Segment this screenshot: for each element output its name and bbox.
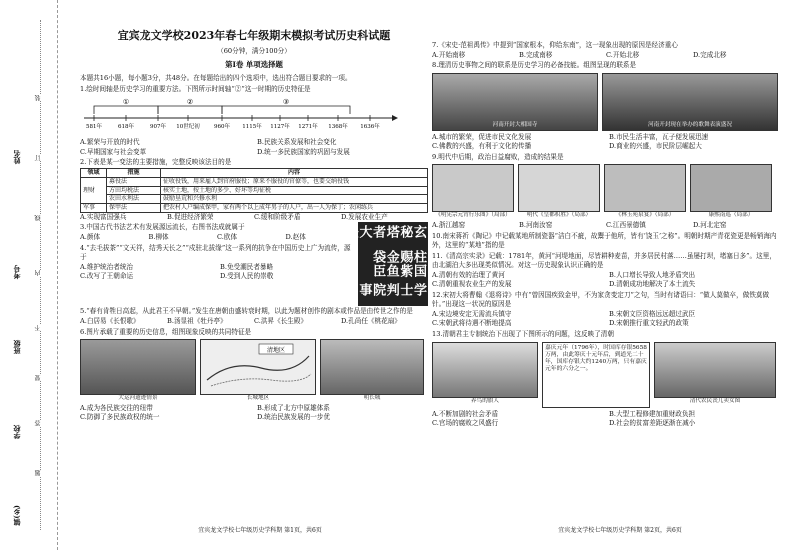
treasury-note: 嘉庆元年（1796年），时国库存银5658万两，由此筹庆十元年后，到道光二十年，国库存银大约1240万两，只有嘉庆元年的六分之一。 [542, 342, 650, 408]
seal-mark: 装 [35, 95, 42, 101]
timeline-label-3: ③ [282, 98, 290, 107]
q3-q5-text [80, 222, 354, 306]
q9-image-3 [604, 164, 686, 219]
table-row [81, 177, 428, 186]
q6-options [80, 404, 428, 423]
section-title: 第Ⅰ卷 单项选择题 [225, 60, 283, 70]
wall-photo [320, 339, 424, 395]
image-caption: 清代农民丧儿卖女图 [689, 397, 741, 404]
option-a[interactable]: A.浙江越窑 [432, 220, 466, 229]
option-a[interactable]: A.不断加剧的社会矛盾 [432, 409, 499, 418]
option-d[interactable]: D.发展农业生产 [341, 212, 388, 221]
image-caption: 大运河遗迹情景 [118, 395, 158, 402]
table-cell: 保甲法 [107, 204, 161, 213]
image-caption: 明代《皇都积胜》（局部） [526, 212, 592, 219]
timeline-tick: 1636年 [360, 124, 380, 131]
temple-photo [432, 73, 598, 131]
seal-mark: 订 [35, 155, 42, 161]
q9-options [432, 221, 780, 231]
seal-mark: 内 [35, 270, 42, 276]
timeline-label-2: ② [186, 98, 194, 107]
bannerman-photo [432, 342, 538, 398]
option-d[interactable]: D.宋朝推行重文轻武的政策 [609, 319, 689, 328]
question-8: 8.理清历史事物之间的联系是历史学习的必备技能。组图呈现的联系是 [432, 61, 637, 70]
timeline-svg [80, 96, 400, 136]
q6-image-1 [80, 339, 196, 402]
option-b[interactable]: B.完成南移 [519, 50, 553, 59]
timeline-tick: 960年 [214, 124, 230, 131]
calligraphy-line: 学士判院事 [356, 282, 426, 297]
option-a[interactable]: A.繁荣与开放的时代 [80, 138, 140, 147]
timeline-tick: 1368年 [328, 124, 348, 131]
option-a[interactable]: A.清朝有效的治理了黄河 [432, 270, 505, 279]
option-a[interactable]: A.颜体 [80, 233, 101, 242]
table-cell: 募役法 [107, 177, 161, 186]
option-d[interactable]: D.商业的兴盛，市民阶层崛起大 [609, 142, 702, 151]
option-c[interactable]: C.早期国家与社会变革 [80, 147, 147, 156]
option-d[interactable]: D.清朝成功地解决了本土流失 [609, 280, 696, 289]
option-a[interactable]: A.城市的繁荣，促进市民文化发展 [432, 132, 532, 141]
painting-2 [518, 164, 600, 212]
timeline-tick: 581年 [86, 124, 102, 131]
binding-margin [0, 0, 58, 550]
option-a[interactable]: A.白居易《长恨歌》 [80, 317, 140, 326]
timeline-figure [80, 96, 428, 136]
image-caption: 河南开封现在举办的歌舞表演盛况 [648, 121, 732, 128]
q11-options [432, 271, 780, 290]
question-5: 5.“春有肯牲日高起，从此君王不早朝。”发生在唐朝由盛转衰时期，以此为题材创作的剧本或作品是由传世之作的是 [80, 307, 413, 316]
question-9: 9.明代中后期，政治日益腐败，造成的结果是 [432, 152, 564, 161]
seal-mark: 要 [35, 375, 42, 381]
question-13: 13.清朝君主专制统治下出现了下图所示的问题，这反映了清朝 [432, 330, 614, 338]
painting-3 [604, 164, 686, 212]
q3-options [80, 233, 354, 243]
timeline-tick: 10世纪初 [176, 124, 200, 131]
option-b[interactable]: B.人口增长导致人地矛盾突出 [609, 270, 696, 279]
timeline-tick: 1271年 [298, 124, 318, 131]
peasant-painting [654, 342, 776, 398]
q13-image-1 [432, 342, 538, 408]
option-d[interactable]: D.社会的贫富差距逐渐在减小 [609, 419, 696, 428]
option-b[interactable]: B.河南汝窑 [519, 220, 553, 229]
option-d[interactable]: D.赵体 [285, 233, 306, 242]
option-d[interactable]: D.孔尚任《桃花扇》 [341, 317, 401, 326]
option-c[interactable]: C.佛教的兴盛，有利于文化的传播 [432, 142, 532, 151]
option-b[interactable]: B.柳体 [148, 233, 169, 242]
image-caption: 《明宪宗元宵行乐图》（局部） [435, 212, 511, 219]
seal-mark: 不 [35, 325, 42, 331]
table-header: 内容 [161, 168, 428, 177]
name-label: 姓名 [12, 150, 21, 164]
image-caption: 《林玉苑泉宴》（局部） [615, 212, 675, 219]
left-column [80, 28, 428, 423]
table-header: 措施 [107, 168, 161, 177]
table-header: 领域 [81, 168, 107, 177]
image-caption: 明长城 [363, 395, 381, 402]
question-2: 2.下表是某一变法的主要措施，完整反映该法目的是 [80, 158, 232, 167]
question-3: 3.中国古代书法艺术有发展源远流长，右图书法成就属于 [80, 223, 245, 232]
option-b[interactable]: B.宋朝文臣资格远远超过武臣 [609, 309, 696, 318]
option-a[interactable]: A.实现富国强兵 [80, 212, 127, 221]
q13-options [432, 410, 780, 429]
option-c[interactable]: C.缓和阶级矛盾 [254, 212, 301, 221]
seal-mark: 线 [35, 215, 42, 221]
option-a[interactable]: A.维护统治者统治 [80, 262, 134, 271]
option-b[interactable]: B.促进经济繁荣 [167, 212, 214, 221]
table-cell: 征收役钱，用来雇人到官府服役；原来不服役的官僚等，也要交纳役钱 [161, 177, 428, 186]
option-a[interactable]: A.开始南移 [432, 50, 466, 59]
q4-options [80, 263, 354, 282]
option-b[interactable]: B.大型工程修建加重财政负担 [609, 409, 696, 418]
table-cell: 军事 [81, 204, 107, 213]
question-11: 11.《清高宗实录》记载：1781年，黄河“河堤地面，尽皆耕种麦苗，并多居民村落……虽屡打坝，堵塞日多”。这里，由北湖泊大多出现类似情况。对这一历史现象认识正确的是 [432, 251, 776, 270]
table-cell: 鼓励垦荒和兴修水利 [161, 195, 428, 204]
option-c[interactable]: C.防御了多民族政权的统一 [80, 413, 160, 422]
option-c[interactable]: C.宋朝武将待遇不断地提高 [432, 319, 512, 328]
exam-subtitle: （60分钟，满分100分） [217, 46, 291, 55]
performance-photo [602, 73, 778, 131]
option-d[interactable]: D.完成北移 [693, 50, 727, 59]
painting-1 [432, 164, 514, 212]
option-d[interactable]: D.统治民族发展的一步优 [257, 413, 331, 422]
page-footer-1: 宜宾龙文学校七年级历史学科期 第1页，共6页 [198, 527, 322, 534]
table-cell: 理财 [81, 177, 107, 203]
calligraphy-line: 玄秘塔者大法 [342, 225, 426, 240]
q8-images [432, 73, 780, 131]
option-c[interactable]: C.江西景德镇 [606, 220, 646, 229]
image-caption: 养鸟的旗人 [471, 397, 499, 404]
timeline-label-1: ① [122, 98, 130, 107]
image-caption: 长城地区 [246, 395, 270, 402]
timeline-tick: 907年 [150, 124, 166, 131]
exam-number-label: 考号 [12, 265, 21, 279]
question-6: 6.图片承载了重要的历史信息，组图现象反映的共同特征是 [80, 327, 252, 336]
class-label: 班级 [12, 340, 21, 354]
q6-image-3 [320, 339, 424, 402]
q6-image-2 [200, 339, 316, 402]
table-row [81, 195, 428, 204]
q13-image-2 [654, 342, 776, 408]
calligraphy-line: 柱国赐紫金鱼袋臣 [370, 250, 426, 279]
option-c[interactable]: C.洪昇《长生殿》 [254, 317, 308, 326]
q13-images [432, 342, 780, 408]
timeline-tick: 618年 [118, 124, 134, 131]
question-4: 4.“去毛拔茶”“文天祥，结秀天长之”“戍驻北拔缘”这一系列的抗争在中国历史上广为流传，源于 [80, 243, 351, 262]
q9-image-4 [690, 164, 772, 219]
option-b[interactable]: B.形成了北方中原雄体系 [257, 403, 330, 412]
seal-mark: 答 [35, 420, 42, 426]
timeline-tick: 1115年 [242, 124, 262, 131]
section-intro: 本题共16小题，每小题3分，共48分。在每题给出的四个选项中，选出符合题目要求的一项。 [80, 74, 352, 83]
q8-options [432, 133, 780, 152]
q3-q5-block [80, 222, 428, 306]
option-c[interactable]: C.开始北移 [606, 50, 640, 59]
question-1: 1.绘时间轴是历史学习的重要方法。下图所示时间轴“②”这一时期的历史特征是 [80, 84, 311, 93]
canal-photo [80, 339, 196, 395]
table-row [81, 186, 428, 195]
q9-images [432, 164, 780, 219]
option-d[interactable]: D.受到人民的崇敬 [220, 272, 274, 281]
table-cell: 方田均税法 [107, 186, 161, 195]
option-d[interactable]: D.统一多民族国家的巩固与发展 [257, 147, 350, 156]
town-label: 镇(乡) [12, 505, 21, 526]
table-row [81, 204, 428, 213]
option-b[interactable]: B.免受潮民者暴略 [220, 262, 274, 271]
table-cell: 核实土地，按土地的多少、好坏等均征税 [161, 186, 428, 195]
option-a[interactable]: A.宋边境安定无需流兵镇守 [432, 309, 512, 318]
page-footer-2: 宜宾龙文学校七年级历史学科期 第2页，共6页 [558, 527, 682, 534]
table-cell: 把农村人户编成保甲，家有两个以上成年男子的人户，出一人为保丁；农闲练兵 [161, 204, 428, 213]
option-c[interactable]: C.欧体 [217, 233, 238, 242]
option-d[interactable]: D.河北定窑 [693, 220, 727, 229]
option-b[interactable]: B.民族关系发展和社会变化 [257, 138, 337, 147]
q5-options [80, 317, 428, 327]
option-c[interactable]: C.改写了王朝命运 [80, 272, 134, 281]
q7-options [432, 51, 780, 61]
q1-options [80, 138, 428, 157]
q6-images [80, 339, 428, 402]
q9-image-1 [432, 164, 514, 219]
exam-title: 宜宾龙文学校2023年春七年级期末模拟考试历史科试题 [117, 29, 391, 42]
option-b[interactable]: B.市民生活丰富，瓦子便发展迅速 [609, 132, 709, 141]
question-12: 12.宋初大将曹翰《退将诗》中有“曾因国疾致金甲，不为家贪变定刀”之句，当时有诸语曰：“做人莫做卒，做铁莫做针。”出现这一状况的原因是 [432, 290, 770, 309]
q12-options [432, 310, 780, 329]
painting-4 [690, 164, 772, 212]
reform-table [80, 168, 428, 213]
image-caption: 河南开封大相国寺 [492, 121, 538, 128]
seal-mark: 题 [35, 470, 42, 476]
option-a[interactable]: A.成为各民族交往的纽带 [80, 403, 153, 412]
option-c[interactable]: C.清朝重视农业生产的发展 [432, 280, 512, 289]
question-7: 7.《宋史·范祖禹传》中提到“国家根本，仰给东南”，这一现象出现的原因是经济重心 [432, 41, 678, 49]
option-c[interactable]: C.官场的腐败之风盛行 [432, 419, 499, 428]
table-cell: 农田水利法 [107, 195, 161, 204]
map-image [200, 339, 316, 395]
question-10: 10.南宋蒋祈《陶记》中记载某地所制瓷器“洁白不疵，故鬻于他所，皆有‘饶玉’之称”。明朝时期产青花瓷更是畅销海内外，这里的“某地”指的是 [432, 231, 777, 250]
q9-image-2 [518, 164, 600, 219]
calligraphy-image [342, 222, 428, 306]
map-label: 清地区 [266, 347, 286, 355]
image-caption: 康熙南巡（局部） [708, 212, 754, 219]
q2-options [80, 213, 428, 223]
right-column [432, 40, 780, 429]
map-svg [201, 340, 315, 394]
option-b[interactable]: B.汤显祖《牡丹亭》 [167, 317, 227, 326]
school-label: 学校 [12, 425, 21, 439]
timeline-tick: 1127年 [270, 124, 290, 131]
